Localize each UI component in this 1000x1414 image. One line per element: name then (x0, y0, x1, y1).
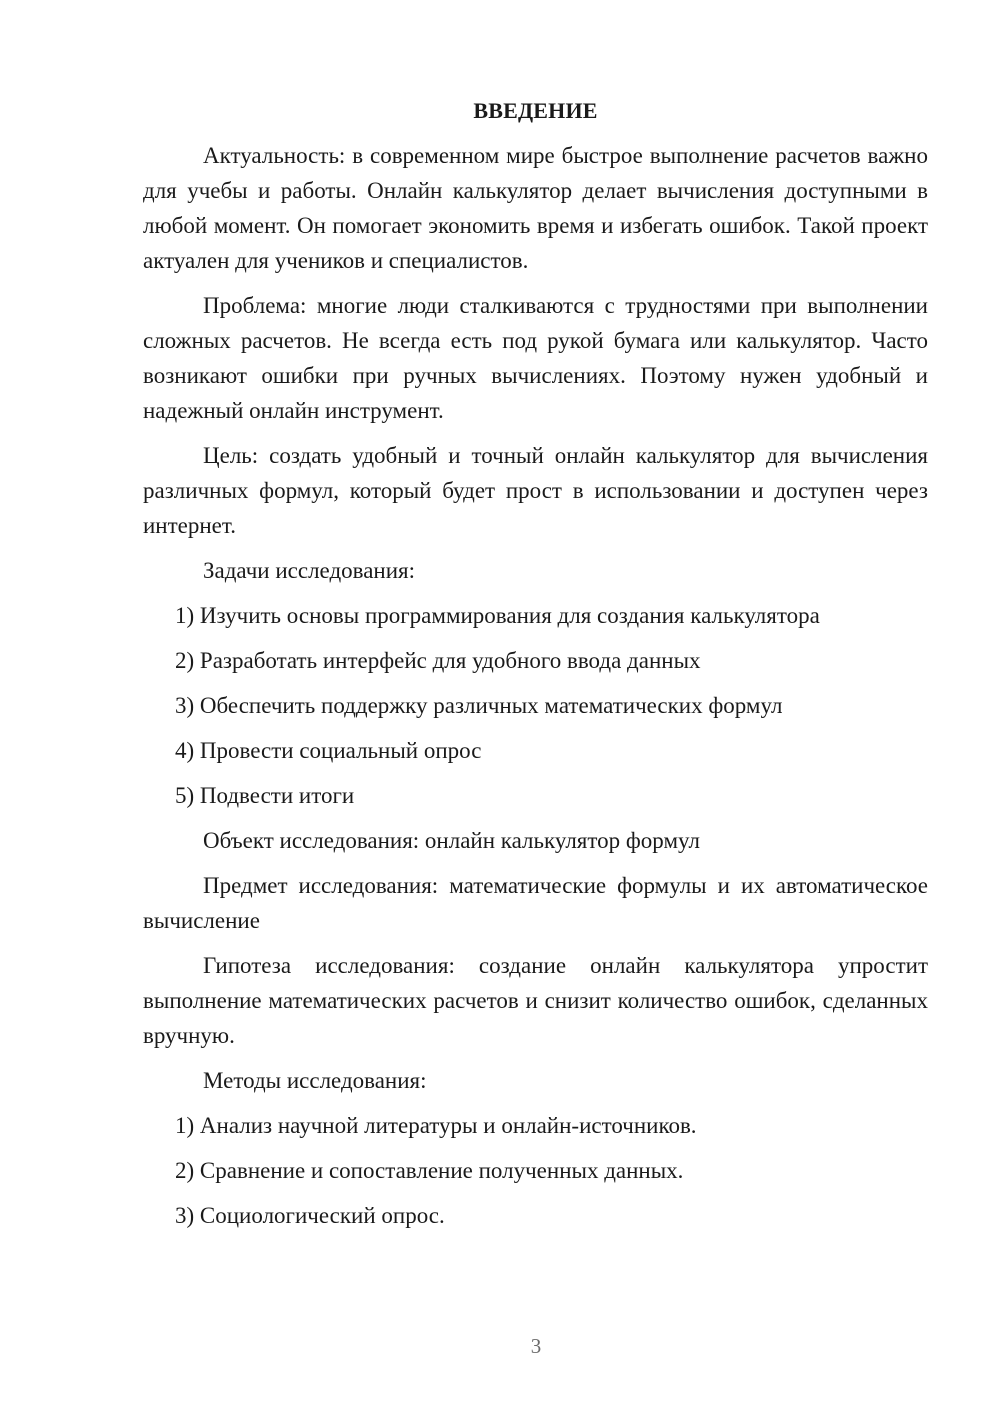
tasks-title: Задачи исследования: (203, 558, 416, 583)
method-item-2: 2) Сравнение и сопоставление полученных данных. (175, 1158, 684, 1183)
research-object: Объект исследования: онлайн калькулятор формул (203, 828, 700, 853)
page-content (143, 96, 928, 1243)
problem-paragraph: Проблема: многие люди сталкиваются с трудностями при выполнении сложных расчетов. Не всегда есть под рукой бумага или калькулятор. Часто возникают ошибки при ручных вычислениях. Поэтому нужен удобный и надежный онлайн инструмент. (143, 293, 928, 423)
task-item-3: 3) Обеспечить поддержку различных математических формул (175, 693, 783, 718)
task-item-2: 2) Разработать интерфейс для удобного ввода данных (175, 648, 701, 673)
method-item-3: 3) Социологический опрос. (175, 1203, 445, 1228)
relevance-paragraph: Актуальность: в современном мире быстрое выполнение расчетов важно для учебы и работы. Онлайн калькулятор делает вычисления доступными в любой момент. Он помогает экономить время и избегать ошибок. Такой проект актуален для учеников и специалистов. (143, 143, 928, 273)
goal-paragraph: Цель: создать удобный и точный онлайн калькулятор для вычисления различных формул, который будет прост в использовании и доступен через интернет. (143, 443, 928, 538)
page-number: 3 (530, 1334, 542, 1358)
research-hypothesis: Гипотеза исследования: создание онлайн калькулятора упростит выполнение математических расчетов и снизит количество ошибок, сделанных вручную. (143, 953, 928, 1048)
task-item-4: 4) Провести социальный опрос (175, 738, 482, 763)
research-subject: Предмет исследования: математические формулы и их автоматическое вычисление (143, 873, 928, 933)
task-item-1: 1) Изучить основы программирования для создания калькулятора (175, 603, 820, 628)
task-item-5: 5) Подвести итоги (175, 783, 355, 808)
method-item-1: 1) Анализ научной литературы и онлайн-источников. (175, 1113, 697, 1138)
methods-title: Методы исследования: (203, 1068, 427, 1093)
section-heading: ВВЕДЕНИЕ (473, 98, 598, 123)
